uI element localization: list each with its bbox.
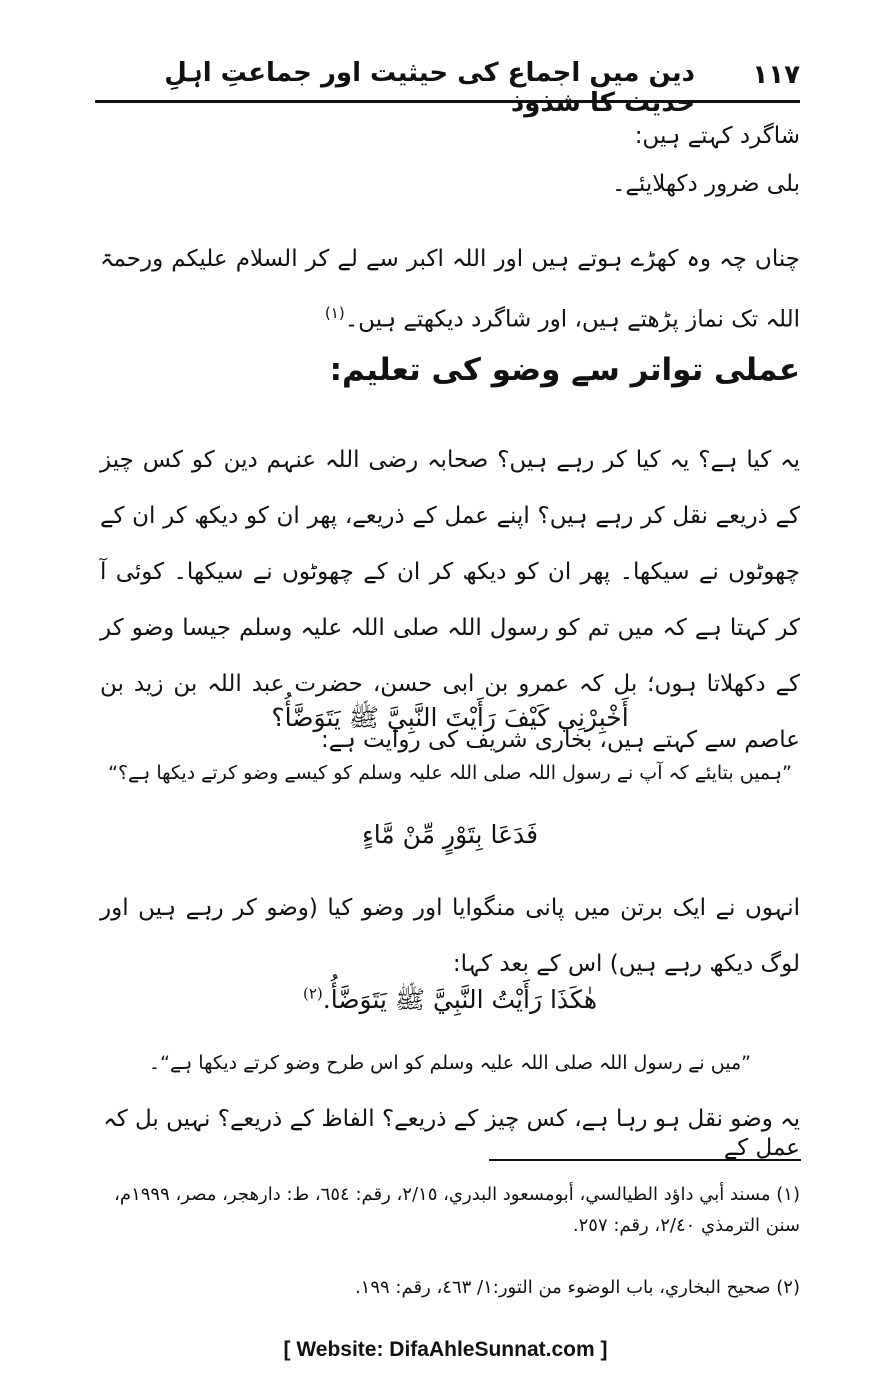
page-header [95,54,800,118]
arabic-quote-2: فَدَعَا بِتَوْرٍ مِّنْ مَّاءٍ [361,820,539,849]
footnote-ref-1: (۱) [324,304,345,322]
running-title: دین میں اجماع کی حیثیت اور جماعتِ اہلِ حدیث کا شذوذ [164,58,695,118]
footnote-ref-2: (۲) [302,984,323,1003]
website-footer: [ Website: DifaAhleSunnat.com ] [283,1338,608,1361]
paragraph-companions: یہ کیا ہے؟ یہ کیا کر رہے ہیں؟ صحابہ رضی اللہ عنہم دین کو کس چیز کے ذریعے نقل کر رہے ہیں؟ اپنے عمل کے ذریعے، پھر ان کو دیکھ کر ان کے چھوٹوں نے سیکھا۔ پھر ان کو دیکھ کر ان کے چھوٹوں نے سیکھا۔ کوئی آ کر کہتا ہے کہ میں تم کو رسول اللہ صلی اللہ علیہ وسلم جیسا وضو کر کے دکھلاتا ہوں؛ بل کہ عمرو بن ابی حسن، حضرت عبد اللہ بن زید بن عاصم سے کہتے ہیں، بخاری شریف کی روایت ہے: [100,447,800,753]
arabic-quote-1: أَخْبِرْنِي كَيْفَ رَأَيْتَ النَّبِيَّ ﷺ يَتَوَضَّأُ؟ [271,703,629,732]
arabic-quote-3 [100,984,800,1021]
footnote-1-text: مسند أبي داؤد الطيالسي، أبومسعود البدري، ٢/١٥، رقم: ٦٥٤، ط: دارهجر، مصر، ١٩٩٩م، سنن الترمذي ٢/٤٠، رقم: ٢٥٧. [114,1184,800,1236]
section-heading: عملی تواتر سے وضو کی تعلیم: [329,352,800,388]
paragraph-wudu-transmitted: یہ وضو نقل ہو رہا ہے، کس چیز کے ذریعے؟ الفاظ کے ذریعے؟ نہیں بل کہ عمل کے [103,1106,800,1161]
footnote-divider [489,1159,801,1161]
body-line-yes-show: بلی ضرور دکھلایئے۔ [611,171,800,197]
footnote-1 [100,1180,800,1241]
paragraph-vessel: انہوں نے ایک برتن میں پانی منگوایا اور وضو کیا (وضو کر رہے ہیں اور لوگ دیکھ رہے ہیں) اس کے بعد کہا: [100,895,800,977]
translation-2: ”میں نے رسول اللہ صلی اللہ علیہ وسلم کو اس طرح وضو کرتے دیکھا ہے“۔ [149,1052,751,1074]
footnote-2-text: صحيح البخاري، باب الوضوء من التور:١/ ٤٦٣، رقم: ١٩٩. [354,1277,771,1298]
paragraph-prayer [100,232,800,347]
footnote-1-number: (۱) [776,1184,800,1205]
page-number: ۱۱۷ [752,60,800,90]
arabic-quote-3-text: هٰكَذَا رَأَيْتُ النَّبِيَّ ﷺ يَتَوَضَّأُ. [322,985,598,1014]
paragraph-prayer-text: چناں چہ وہ کھڑے ہوتے ہیں اور اللہ اکبر سے لے کر السلام علیکم ورحمۃ اللہ تک نماز پڑھتے ہیں، اور شاگرد دیکھتے ہیں۔ [100,246,800,333]
footnote-2-number: (۲) [776,1277,800,1298]
translation-1: ”ہمیں بتایئے کہ آپ نے رسول اللہ صلی اللہ علیہ وسلم کو کیسے وضو کرتے دیکھا ہے؟“ [108,762,792,784]
body-line-students-say: شاگرد کہتے ہیں: [634,123,800,149]
footnote-2 [100,1273,800,1304]
